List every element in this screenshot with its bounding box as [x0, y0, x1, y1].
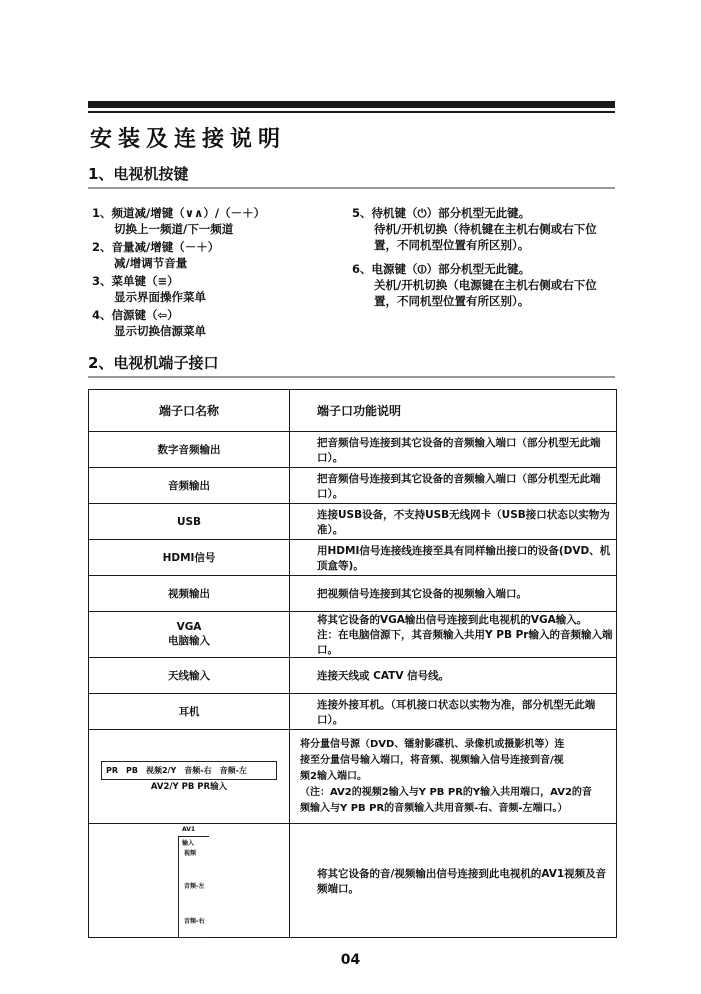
header-port-function: 端子口功能说明	[290, 390, 617, 432]
port-desc: 连接USB设备，不支持USB无线网卡（USB接口状态以实物为准）。	[290, 504, 617, 540]
table-row	[89, 576, 617, 612]
key-item-5: 5、待机键（⏻）部分机型无此键。	[352, 206, 531, 220]
port-desc: 连接外接耳机。（耳机接口状态以实物为准，部分机型无此端口）。	[290, 694, 617, 730]
port-name	[89, 612, 290, 658]
header-rule-thick	[88, 101, 615, 108]
port-desc: 用HDMI信号连接线连接至具有同样输出接口的设备(DVD、机顶盒等)。	[290, 540, 617, 576]
component-caption: AV2/Y PB PR输入	[150, 782, 228, 792]
component-desc-line: 频输入与Y PB PR的音频输入共用音频-右、音频-左端口。）	[300, 802, 568, 814]
port-name: 数字音频输出	[89, 432, 290, 468]
port-name: 耳机	[89, 694, 290, 730]
ports-table	[88, 389, 617, 938]
port-desc-line2: 注：在电脑信源下，其音频输入共用Y PB Pr输入的音频输入端口。	[317, 629, 613, 656]
port-desc: 连接天线或 CATV 信号线。	[290, 658, 617, 694]
component-diagram-cell	[89, 730, 290, 824]
page-title: 安装及连接说明	[90, 127, 287, 152]
key-item-2: 2、音量减/增键（－＋）	[92, 240, 220, 254]
key-item-2-desc: 减/增调节音量	[114, 256, 188, 270]
port-desc: 把视频信号连接到其它设备的视频输入端口。	[290, 576, 617, 612]
table-row	[89, 612, 617, 658]
component-port-labels: PR PB 视频2/Y 音频-右 音频-左	[101, 761, 277, 780]
section2-rule	[88, 376, 615, 378]
port-name-line2: 电脑输入	[168, 635, 210, 647]
av1-desc: 将其它设备的音/视频输出信号连接到此电视机的AV1视频及音频端口。	[290, 824, 617, 938]
av1-input-label: 输入	[182, 839, 195, 847]
component-desc	[290, 730, 617, 824]
table-row-component	[89, 730, 617, 824]
port-desc-line1: 将其它设备的VGA输出信号连接到此电视机的VGA输入。	[317, 614, 588, 626]
key-item-1: 1、频道减/增键（∨∧）/（－＋）	[92, 206, 266, 220]
section1-rule	[88, 187, 615, 189]
component-desc-line: 接至分量信号输入端口，将音频、视频输入信号连接到音/视	[300, 754, 564, 766]
key-item-3-desc: 显示界面操作菜单	[114, 290, 206, 304]
component-desc-line: （注：AV2的视频2输入与Y PB PR的Y输入共用端口，AV2的音	[300, 786, 592, 798]
table-row	[89, 468, 617, 504]
keys-right-list	[352, 205, 617, 311]
av1-video-label: 视频	[184, 849, 197, 857]
av1-audio-right-label: 音频-右	[184, 917, 205, 925]
section2-heading: 2、电视机端子接口	[88, 354, 219, 372]
av1-diagram-cell	[89, 824, 290, 938]
port-name: 音频输出	[89, 468, 290, 504]
table-row	[89, 540, 617, 576]
section1-heading: 1、电视机按键	[88, 165, 189, 183]
av1-diagram	[164, 826, 214, 936]
key-item-5-desc: 待机/开机切换（待机键在主机右侧或右下位置，不同机型位置有所区别）。	[374, 222, 597, 252]
table-row	[89, 658, 617, 694]
port-name: HDMI信号	[89, 540, 290, 576]
port-desc: 把音频信号连接到其它设备的音频输入端口（部分机型无此端口）。	[290, 468, 617, 504]
header-port-name: 端子口名称	[89, 390, 290, 432]
table-row	[89, 504, 617, 540]
table-row-av1	[89, 824, 617, 938]
table-row	[89, 432, 617, 468]
table-row	[89, 694, 617, 730]
port-name: USB	[89, 504, 290, 540]
header-rule-thin	[88, 111, 615, 113]
table-header-row	[89, 390, 617, 432]
port-desc	[290, 612, 617, 658]
key-item-6-desc: 关机/开机切换（电源键在主机右侧或右下位置，不同机型位置有所区别）。	[374, 278, 597, 308]
key-item-1-desc: 切换上一频道/下一频道	[114, 222, 234, 236]
keys-left-list	[92, 205, 352, 341]
port-name: 天线输入	[89, 658, 290, 694]
key-item-4: 4、信源键（⇦）	[92, 308, 179, 322]
component-diagram	[101, 761, 277, 792]
key-item-6: 6、电源键（⏼）部分机型无此键。	[352, 262, 531, 276]
port-name: 视频输出	[89, 576, 290, 612]
port-name-line1: VGA	[176, 621, 202, 633]
page-number: 04	[340, 952, 361, 968]
component-desc-line: 将分量信号源（DVD、镭射影碟机、录像机或摄影机等）连	[300, 738, 565, 750]
port-desc: 把音频信号连接到其它设备的音频输入端口（部分机型无此端口）。	[290, 432, 617, 468]
av1-label: AV1	[182, 825, 196, 833]
key-item-3: 3、菜单键（≡）	[92, 274, 179, 288]
component-desc-line: 频2输入端口。	[300, 770, 367, 782]
av1-audio-left-label: 音频-左	[184, 882, 205, 890]
key-item-4-desc: 显示切换信源菜单	[114, 324, 206, 338]
